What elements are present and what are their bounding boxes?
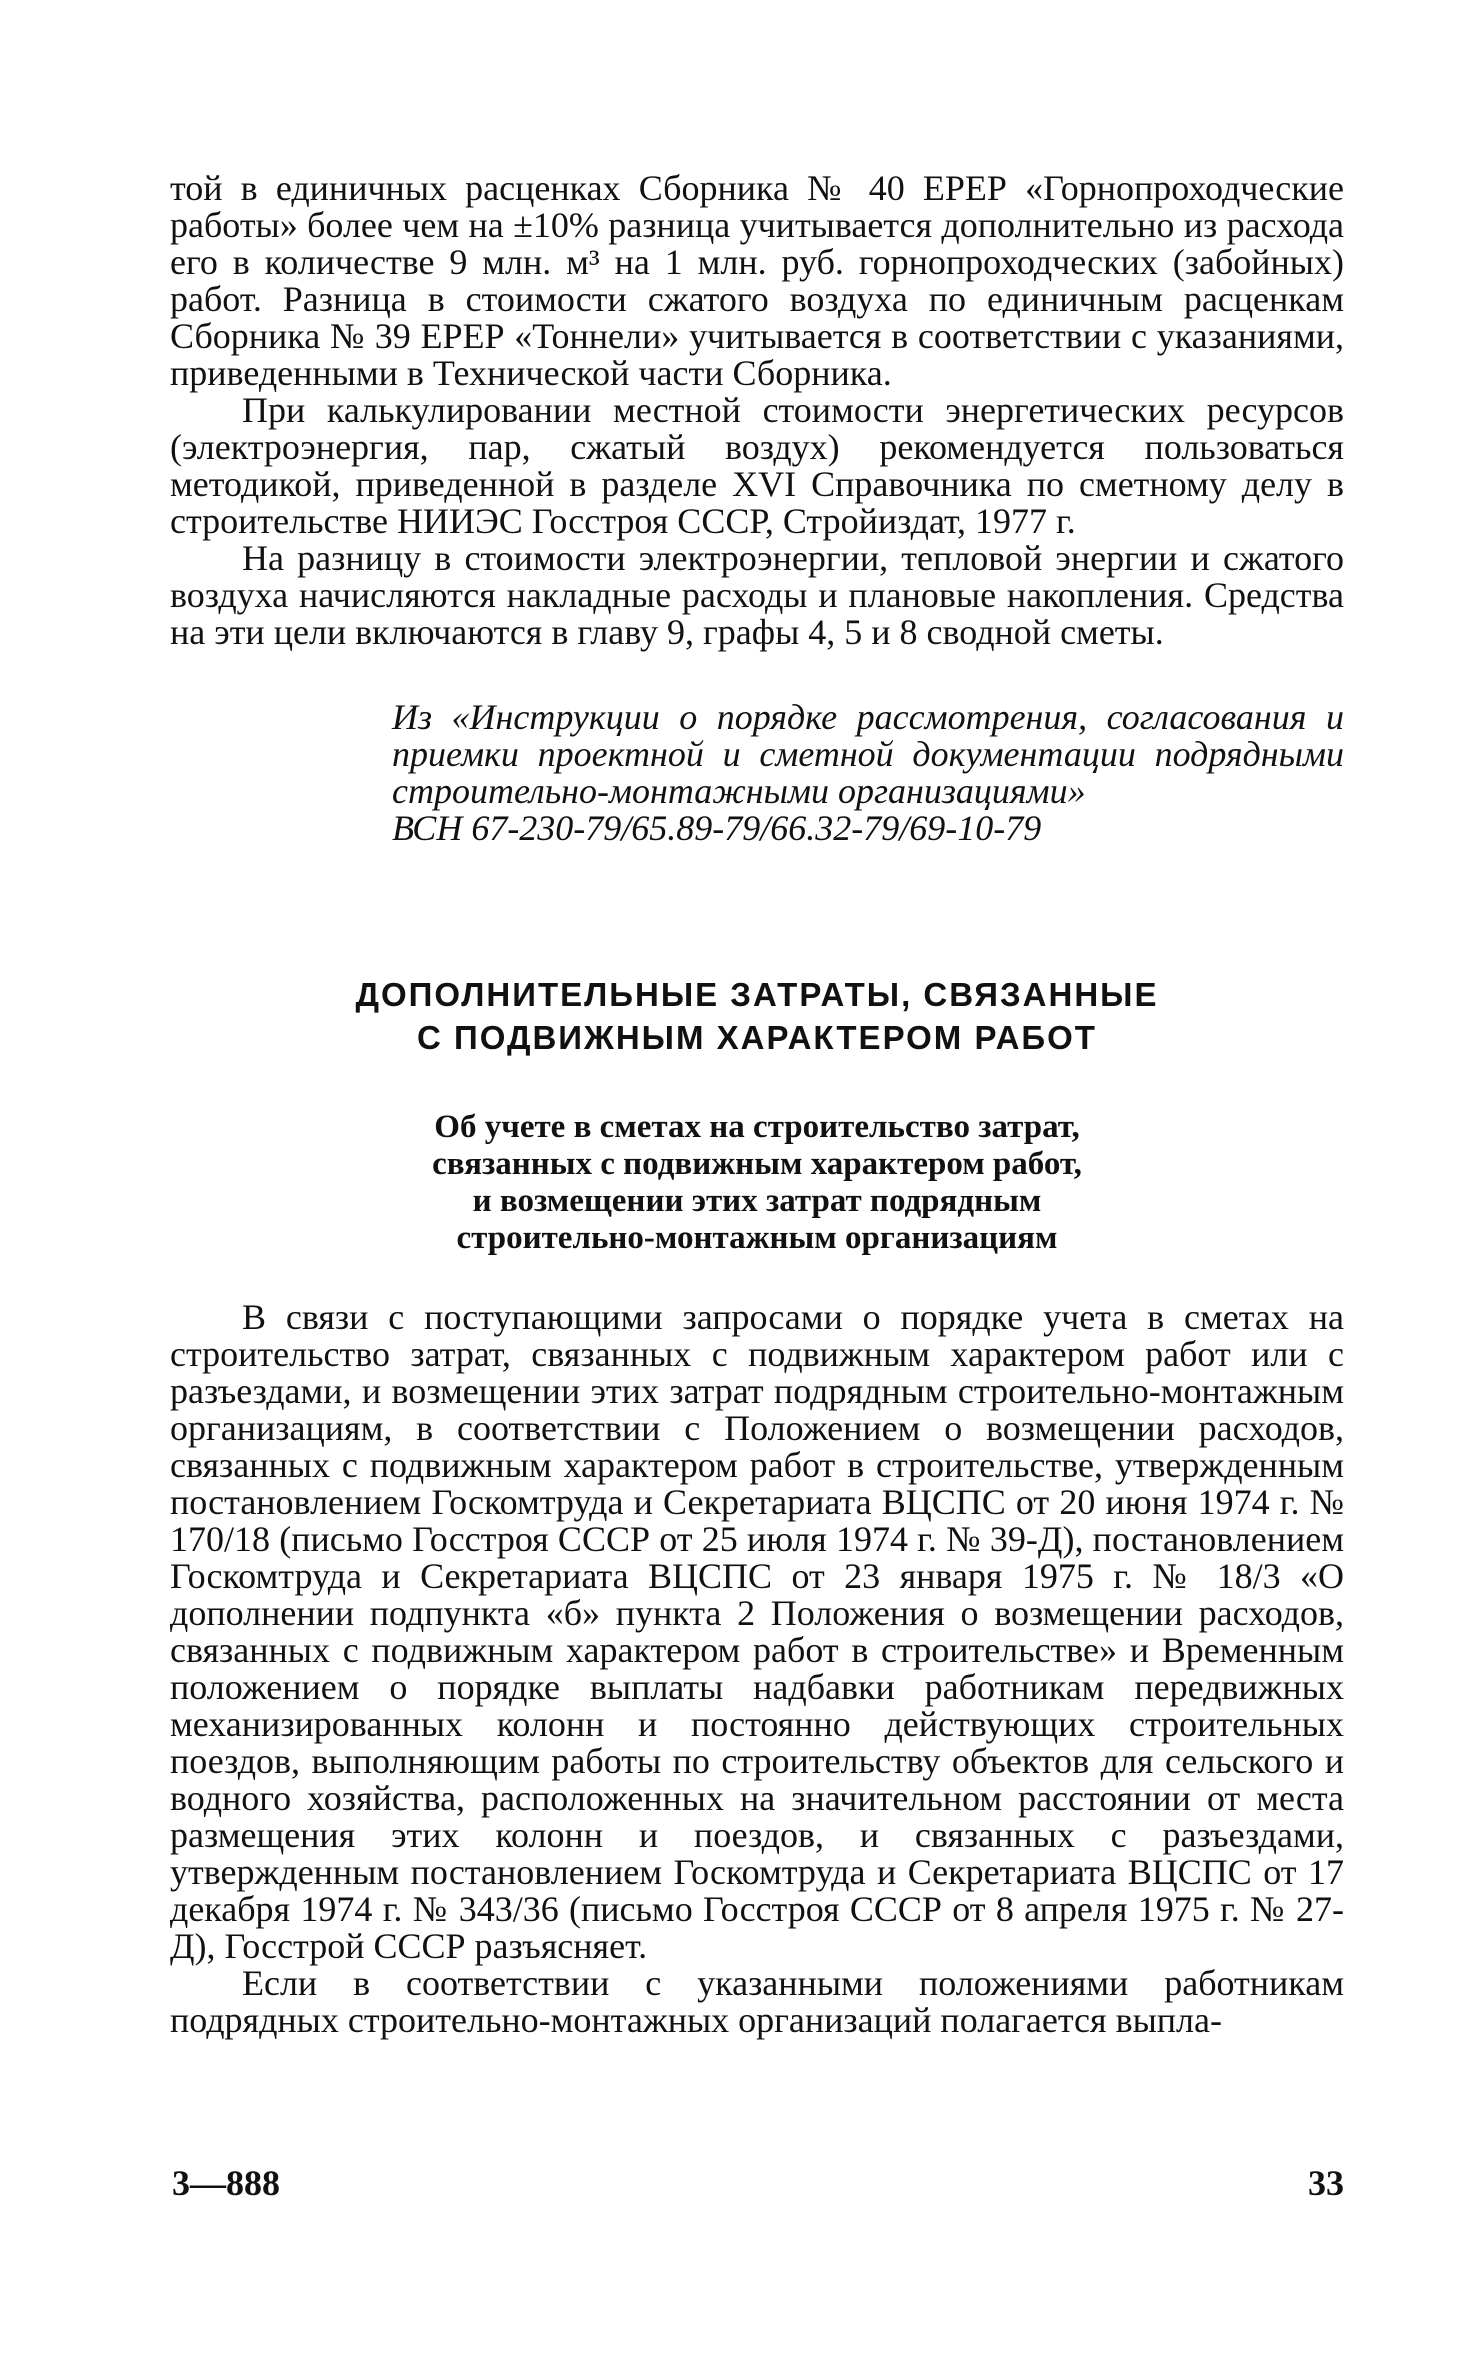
subtitle-line-4: строительно-монтажным организациям: [456, 1220, 1058, 1256]
paragraph-overhead-costs: На разницу в стоимости электроэнергии, тепловой энергии и сжатого воздуха начисляются накладные расходы и плановые накопления. Средства на эти цели включаются в главу 9, графы 4, 5 и 8 сводной сметы.: [170, 538, 1344, 652]
subtitle-line-3: и возмещении этих затрат подрядным: [472, 1183, 1042, 1219]
paragraph-clarification: В связи с поступающими запросами о порядке учета в сметах на строительство затрат, связанных с подвижным характером работ или с разъездами, и возмещении этих затрат подрядным строительно-монтажным организациям, в соответствии с Положением о возмещении расходов, связанных с подвижным характером работ в строительстве, утвержденным постановлением Госкомтруда и Секретариата ВЦСПС от 20 июня 1974 г. № 170/18 (письмо Госстроя СССР от 25 июля 1974 г. № 39-Д), постановлением Госкомтруда и Секретариата ВЦСПС от 23 января 1975 г. № 18/3 «О дополнении подпункта «б» пункта 2 Положения о возмещении расходов, связанных с подвижным характером работ в строительстве» и Временным положением о порядке выплаты надбавки работникам передвижных механизированных колонн и постоянно действующих строительных поездов, выполняющим работы по строительству объектов для сельского и водного хозяйства, расположенных на значительном расстоянии от места размещения этих колонн и поездов, и связанных с разъездами, утвержденным постановлением Госкомтруда и Секретариата ВЦСПС от 17 декабря 1974 г. № 343/36 (письмо Госстроя СССР от 8 апреля 1975 г. № 27-Д), Госстрой СССР разъясняет.: [170, 1297, 1344, 1966]
section-subtitle: [170, 1109, 1344, 1257]
subtitle-line-1: Об учете в сметах на строительство затрат,: [434, 1109, 1080, 1145]
paragraph-local-cost-calculation: При калькулировании местной стоимости энергетических ресурсов (электроэнергия, пар, сжатый воздух) рекомендуется пользоваться методикой, приведенной в разделе XVI Справочника по сметному делу в строительстве НИИЭС Госстроя СССР, Стройиздат, 1977 г.: [170, 390, 1344, 541]
paragraph-compressed-air-cost: той в единичных расценках Сборника № 40 ЕРЕР «Горнопроходческие работы» более чем на ±10% разница учитывается дополнительно из расхода его в количестве 9 млн. м³ на 1 млн. руб. горнопроходческих (забойных) работ. Разница в стоимости сжатого воздуха по единичным расценкам Сборника № 39 ЕРЕР «Тоннели» учитывается в соответствии с указаниями, приведенными в Технической части Сборника.: [170, 168, 1344, 393]
source-quote-text: Из «Инструкции о порядке рассмотрения, согласования и приемки проектной и сметной документации подрядными строительно-монтажными организациями»: [392, 697, 1344, 811]
page-number: 33: [1308, 2163, 1344, 2203]
section-title-line-1: ДОПОЛНИТЕЛЬНЫЕ ЗАТРАТЫ, СВЯЗАННЫЕ: [355, 976, 1159, 1013]
page-footer: [172, 2162, 1344, 2204]
printer-signature: 3—888: [172, 2163, 280, 2203]
source-quote-code: ВСН 67-230-79/65.89-79/66.32-79/69-10-79: [392, 808, 1042, 848]
subtitle-line-2: связанных с подвижным характером работ,: [432, 1146, 1082, 1182]
section-title-line-2: С ПОДВИЖНЫМ ХАРАКТЕРОМ РАБОТ: [417, 1019, 1097, 1056]
section-title: [170, 973, 1344, 1059]
source-quote: [392, 699, 1344, 847]
main-text: [170, 1299, 1344, 2039]
paragraph-payment-condition: Если в соответствии с указанными положениями работникам подрядных строительно-монтажных организаций полагается выпла-: [170, 1963, 1344, 2040]
document-page: [170, 170, 1344, 2039]
